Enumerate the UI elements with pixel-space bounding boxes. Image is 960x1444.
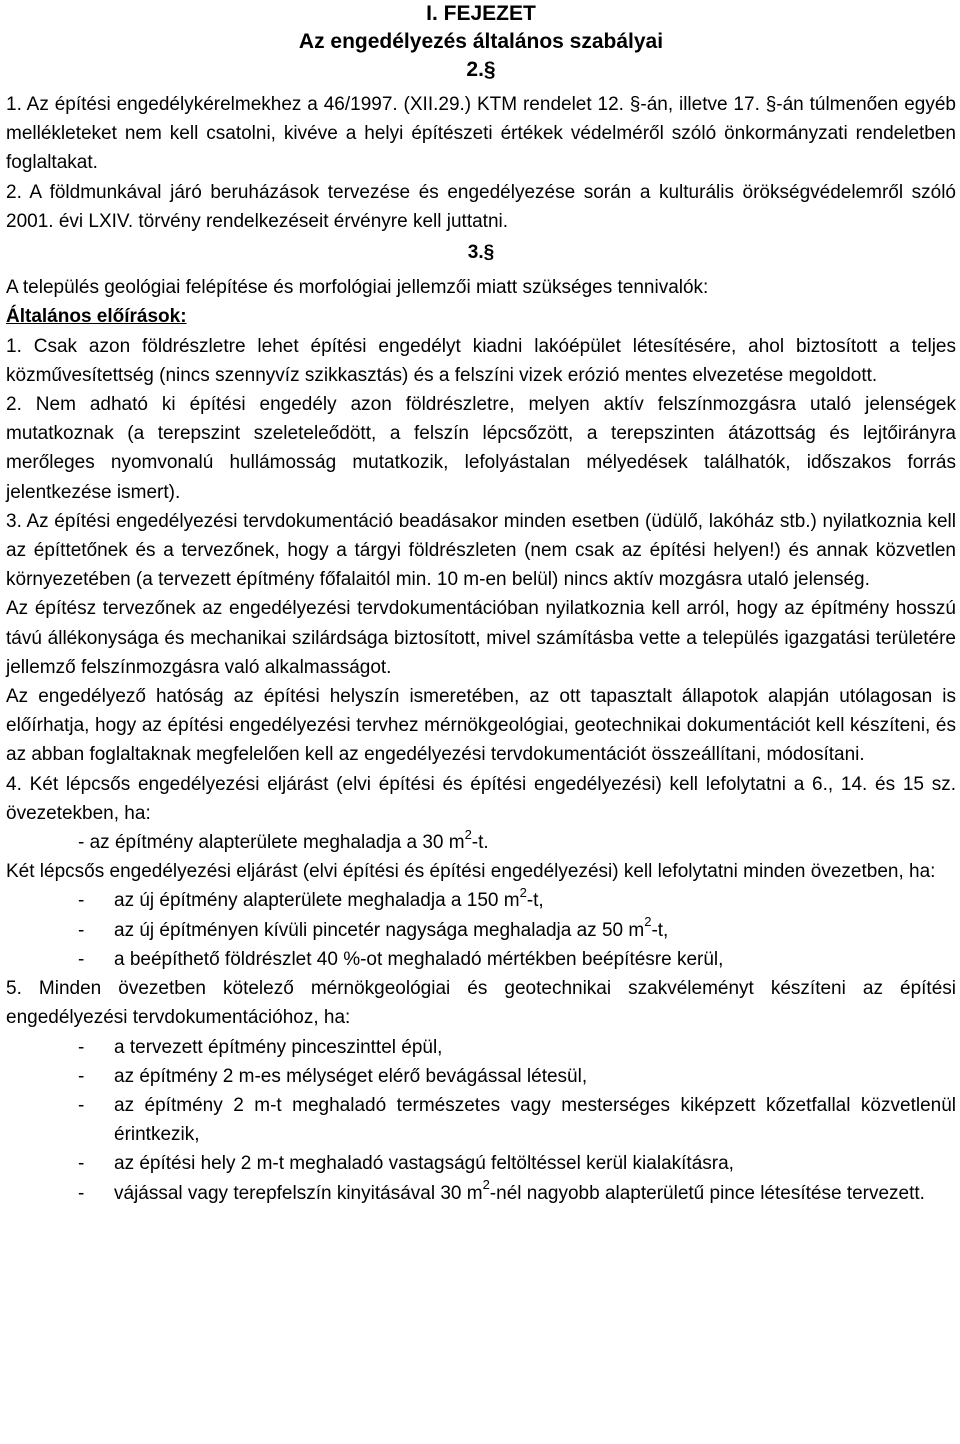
s3-paragraph-1: 1. Csak azon földrészletre lehet építési engedélyt kiadni lakóépület létesítésére, ahol biztosított a teljes közművesítettség (nincs szennyvíz szikkasztás) és a felszíni vizek erózió mentes elvezetése megoldott. (6, 335, 956, 386)
list-item (6, 945, 956, 974)
list-dash: - (78, 1065, 85, 1087)
s3-p4-list-item (6, 828, 956, 857)
list-item-sup: 2 (519, 885, 527, 901)
list-dash: - (78, 919, 85, 941)
s3-paragraph-3: 3. Az építési engedélyezési tervdokumentáció beadásakor minden esetben (üdülő, lakóház stb.) nyilatkoznia kell az építtetőnek és a tervezőnek, hogy a tárgyi földrészleten (nem csak az építési helyen!) és annak közvetlen környezetében (a tervezett építmény főfalaitól min. 10 m-en belül) nincs aktív mozgásra utaló jelenség. (6, 510, 956, 591)
list-dash: - (78, 890, 85, 912)
s3-p4b-list (6, 886, 956, 974)
list-item (6, 1033, 956, 1062)
s3-paragraph-3c: Az engedélyező hatóság az építési helyszín ismeretében, az ott tapasztalt állapotok alapján utólagosan is előírhatja, hogy az építési engedélyezési tervhez mérnökgeológiai, geotechnikai dokumentációt kell készíteni, és az abban foglaltaknak megfelelően kell az engedélyezési tervdokumentációt összeállítani, módosítani. (6, 686, 956, 766)
s3-paragraph-4: 4. Két lépcsős engedélyezési eljárást (elvi építési és építési engedélyezési) kell lefolytatni a 6., 14. és 15 sz. övezetekben, ha: (6, 773, 956, 824)
list-dash: - (78, 1036, 85, 1058)
s2-paragraph-1: 1. Az építési engedélykérelmekhez a 46/1997. (XII.29.) KTM rendelet 12. §-án, illetve 17. §-án túlmenően egyéb mellékleteket nem kell csatolni, kivéve a helyi építészeti értékek védelméről szóló önkormányzati rendeletben foglaltakat. (6, 94, 956, 174)
list-item-text: az új építmény alapterülete meghaladja a 150 m (114, 890, 520, 912)
list-item (6, 886, 956, 915)
list-item-sup: 2 (482, 1177, 490, 1193)
list-item-sup: 2 (644, 914, 652, 930)
list-item-end: -t. (471, 832, 489, 854)
section-3-heading: 3.§ (467, 242, 495, 264)
s3-p5-list (6, 1033, 956, 1208)
s3-paragraph-2: 2. Nem adható ki építési engedély azon földrészletre, melyen aktív felszínmozgásra utaló jelenségek mutatkoznak (a terepszint szeleteleődött, a felszín lépcsőzött, a terepszinten átázottság és lejtőirányra merőleges nyomvonalú hullámosság mutatkozik, lefolyástalan mélyedések találhatók, időszakos forrás jelentkezése ismert). (6, 394, 956, 503)
list-item-text: - az építmény alapterülete meghaladja a 30 m (78, 832, 465, 854)
list-item-end: -nél nagyobb alapterületű pince létesítése tervezett. (489, 1182, 925, 1204)
list-dash: - (78, 1153, 85, 1175)
list-dash: - (78, 948, 85, 970)
list-item-end: -t, (526, 890, 544, 912)
s3-paragraph-4b: Két lépcsős engedélyezési eljárást (elvi építési és építési engedélyezési) kell lefolytatni minden övezetben, ha: (6, 861, 936, 883)
chapter-heading: I. FEJEZET (426, 2, 536, 25)
chapter-title: Az engedélyezés általános szabályai (298, 30, 664, 53)
section-2-heading: 2.§ (466, 58, 496, 81)
s3-intro: A település geológiai felépítése és morfológiai jellemzői miatt szükséges tennivalók: (6, 277, 709, 299)
list-item (6, 1179, 956, 1208)
list-item-text: a beépíthető földrészlet 40 %-ot meghaladó mértékben beépítésre kerül, (114, 948, 724, 970)
list-dash: - (78, 1094, 85, 1116)
list-item-text: a tervezett építmény pinceszinttel épül, (114, 1036, 443, 1058)
s3-paragraph-3b: Az építész tervezőnek az engedélyezési tervdokumentációban nyilatkoznia kell arról, hogy az építmény hosszú távú állékonysága és mechanikai szilárdsága biztosított, mivel számításba vette a település igazgatási területére jellemző felszínmozgásra való alkalmasságot. (6, 598, 956, 678)
list-item-text: az új építményen kívüli pincetér nagysága meghaladja az 50 m (114, 919, 645, 941)
s3-general-heading: Általános előírások: (6, 306, 187, 328)
list-item-sup: 2 (464, 826, 472, 842)
list-item-text: az építmény 2 m-t meghaladó természetes vagy mesterséges kiképzett kőzetfallal közvetlenül érintkezik, (114, 1094, 956, 1146)
list-item-text: az építési hely 2 m-t meghaladó vastagságú feltöltéssel kerül kialakításra, (114, 1153, 734, 1175)
list-item-text: az építmény 2 m-es mélységet elérő bevágással létesül, (114, 1065, 588, 1087)
list-item (6, 1062, 956, 1091)
list-dash: - (78, 1182, 85, 1204)
list-item-end: -t, (651, 919, 669, 941)
s2-paragraph-2: 2. A földmunkával járó beruházások tervezése és engedélyezése során a kulturális örökségvédelemről szóló 2001. évi LXIV. törvény rendelkezéseit érvényre kell juttatni. (6, 181, 956, 232)
list-item-text: vájással vagy terepfelszín kinyitásával 30 m (114, 1182, 483, 1204)
s3-paragraph-5: 5. Minden övezetben kötelező mérnökgeológiai és geotechnikai szakvéleményt készíteni az építési engedélyezési tervdokumentációhoz, ha: (6, 978, 956, 1029)
list-item (6, 1149, 956, 1178)
list-item (6, 1091, 956, 1149)
list-item (6, 916, 956, 945)
